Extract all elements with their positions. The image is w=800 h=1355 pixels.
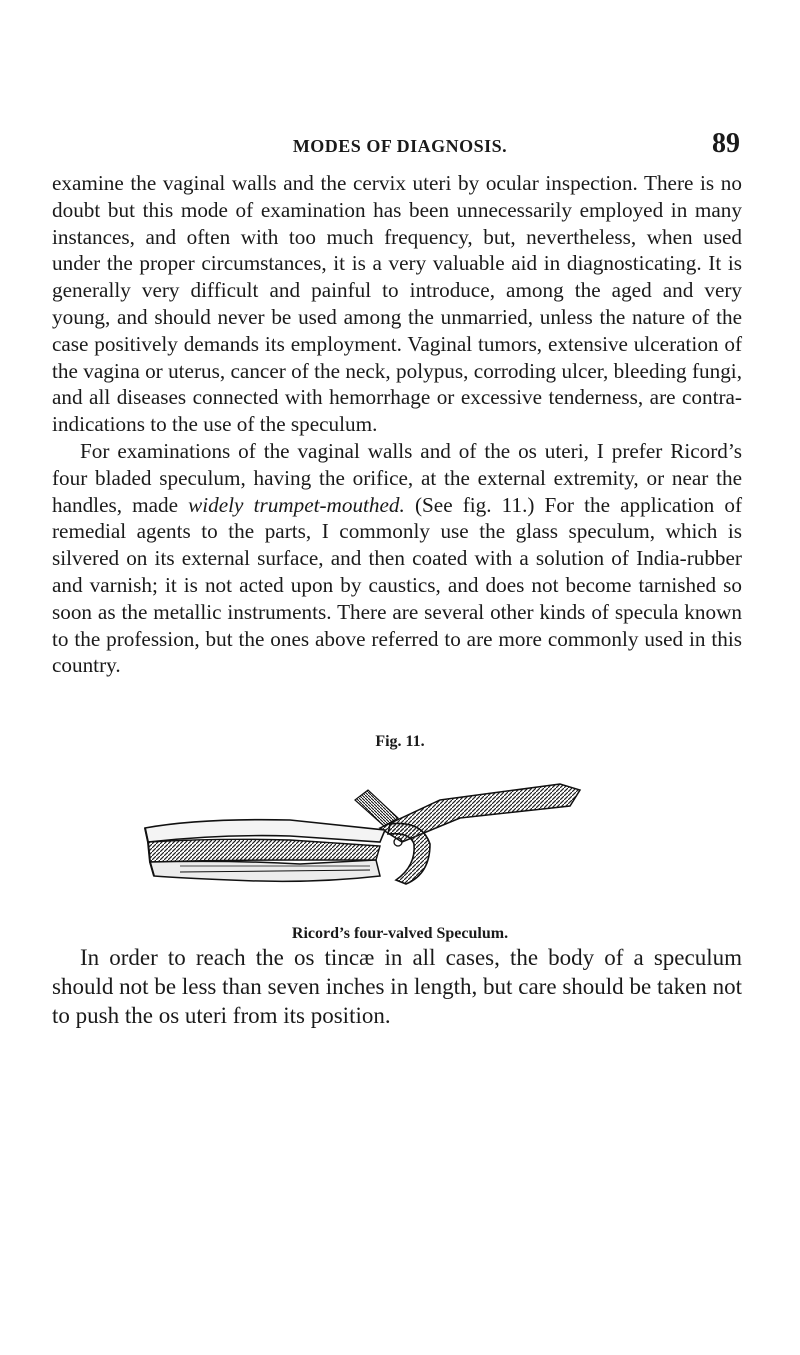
page-number: 89: [712, 128, 740, 159]
paragraph-3: In order to reach the os tincæ in all cases, the body of a speculum should not be less than seven inches in length, but care should be taken not to push the os uteri from its position.: [52, 945, 742, 1028]
body-text: [52, 170, 742, 679]
paragraph-2-emphasis: widely trumpet-mouthed.: [188, 492, 405, 517]
running-head: MODES OF DIAGNOSIS.: [292, 136, 508, 156]
paragraph-2-part-1: For examinations of the vaginal walls and of the os uteri, I prefer Ricord’s four bladed speculum, having the orifice, at the external extremity, or near the handles, made: [52, 438, 742, 517]
figure-caption: Ricord’s four-valved Speculum.: [291, 925, 509, 942]
paragraph-1: examine the vaginal walls and the cervix uteri by ocular inspection. There is no doubt but this mode of examination has been unnecessarily employed in many instances, and often with too much frequency, but, nevertheless, when used under the proper circumstances, it is a very valuable aid in diagnosticating. It is generally very difficult and painful to introduce, among the aged and very young, and should never be used among the unmarried, unless the nature of the case positively demands its employment. Vaginal tumors, extensive ulceration of the vagina or uterus, cancer of the neck, polypus, corroding ulcer, bleeding fungi, and all diseases connected with hemorrhage or excessive tenderness, are contra-indications to the use of the speculum.: [52, 171, 742, 437]
paragraph-2: [52, 438, 742, 679]
paragraph-2-part-2: (See fig. 11.) For the application of remedial agents to the parts, I commonly use the glass speculum, which is silvered on its external surface, and then coated with a solution of India-rubber and varnish; it is not acted upon by caustics, and does not become tarnished so soon as the metallic instruments. There are several other kinds of specula known to the profession, but the ones above referred to are more commonly used in this country.: [52, 492, 743, 678]
body-text-continued: [52, 943, 742, 1030]
figure-label: Fig. 11.: [375, 733, 425, 750]
page-header: [0, 128, 800, 168]
speculum-illustration: [140, 780, 600, 890]
